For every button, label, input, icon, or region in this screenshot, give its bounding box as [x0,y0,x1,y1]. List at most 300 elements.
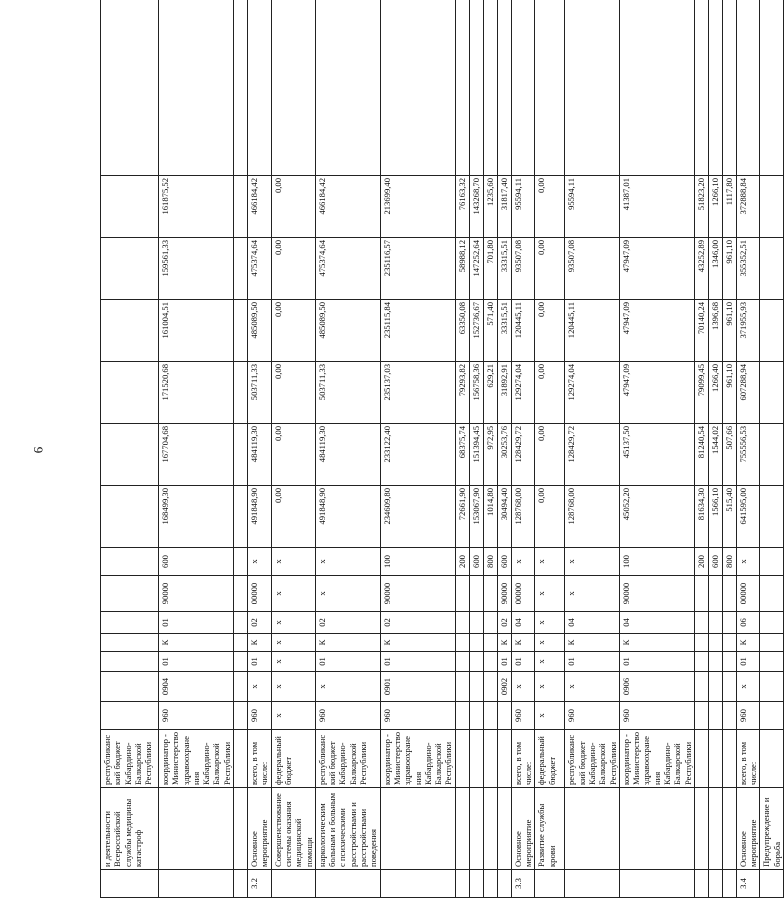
cs3-cell: 90000 [159,576,234,612]
amount-cell: 129274,04 [565,362,619,424]
grbs-cell: 960 [159,702,234,730]
vr-cell: 100 [619,548,694,576]
cs3-cell: x [565,576,619,612]
program-cell: 01 [315,652,380,672]
amount-cell: 484119,30 [315,424,380,486]
cs2-cell: 01 [159,612,234,634]
num-cell: 3.2 [248,870,272,898]
table-row [511,0,535,898]
cs2-cell: 04 [511,612,535,634]
vr-cell: 200 [455,548,469,576]
amount-cell: 466184,42 [315,176,380,238]
rz-pr-cell [455,672,469,702]
vr-cell: x [271,548,315,576]
table-row [101,0,159,898]
cs1-cell [234,634,248,652]
table-row [455,0,469,898]
event-cell [565,788,619,870]
event-cell [469,788,483,870]
vr-cell: x [315,548,380,576]
cs1-cell [760,634,784,652]
amount-cell: 0,00 [535,362,565,424]
amount-cell: 961,10 [722,300,736,362]
cs2-cell: x [271,612,315,634]
cs1-cell: К [736,634,760,652]
program-cell [483,652,497,672]
source-cell [469,730,483,788]
vr-cell [234,548,248,576]
source-cell: республиканский бюджет Кабардино-Балкарской Республики [565,730,619,788]
rz-pr-cell [469,672,483,702]
amount-cell: 0,00 [271,424,315,486]
cs3-cell: 00000 [736,576,760,612]
amount-cell [234,238,248,300]
amount-cell: 0,00 [271,300,315,362]
event-cell [694,788,708,870]
table-row [469,0,483,898]
source-cell: всего, в том числе: [248,730,272,788]
num-cell: 3.3 [511,870,535,898]
amount-cell: 372888,84 [736,176,760,238]
amount-cell: 961,10 [722,362,736,424]
num-cell [234,870,248,898]
grbs-cell: 960 [248,702,272,730]
rz-pr-cell: x [511,672,535,702]
table-row [760,0,784,898]
grbs-cell: 960 [315,702,380,730]
amount-cell: 120445,11 [565,300,619,362]
cs1-cell [469,634,483,652]
grbs-cell [234,702,248,730]
amount-cell: 168499,30 [159,486,234,548]
vr-cell [760,548,784,576]
cs1-cell: К [565,634,619,652]
grbs-cell [708,702,722,730]
cs1-cell: К [159,634,234,652]
vr-cell: 800 [722,548,736,576]
cs2-cell: 04 [619,612,694,634]
amount-cell: 58988,12 [455,238,469,300]
grbs-cell [694,702,708,730]
amount-cell: 128429,72 [511,424,535,486]
amount-cell [101,424,159,486]
amount-cell: 1266,10 [708,176,722,238]
vr-cell: x [565,548,619,576]
amount-cell: 93507,08 [565,238,619,300]
cs3-cell [483,576,497,612]
table-row [694,0,708,898]
program-cell [760,652,784,672]
cs2-cell [722,612,736,634]
amount-cell [469,0,483,176]
amount-cell: 371955,93 [736,300,760,362]
amount-cell: 68375,74 [455,424,469,486]
grbs-cell [760,702,784,730]
rz-pr-cell [234,672,248,702]
vr-cell: x [248,548,272,576]
amount-cell: 63350,08 [455,300,469,362]
amount-cell: 475374,64 [248,238,272,300]
program-cell [101,652,159,672]
num-cell [722,870,736,898]
amount-cell: 235116,57 [380,238,455,300]
rz-pr-cell: x [248,672,272,702]
amount-cell: 629,21 [483,362,497,424]
cs1-cell: К [380,634,455,652]
event-cell [708,788,722,870]
amount-cell [760,238,784,300]
cs1-cell [722,634,736,652]
amount-cell [760,424,784,486]
grbs-cell: 960 [565,702,619,730]
amount-cell: 233122,40 [380,424,455,486]
amount-cell: 45052,20 [619,486,694,548]
cs3-cell [101,576,159,612]
amount-cell [101,0,159,176]
amount-cell: 81634,30 [694,486,708,548]
cs1-cell: x [271,634,315,652]
cs2-cell [101,612,159,634]
num-cell [694,870,708,898]
table-row [380,0,455,898]
source-cell [760,730,784,788]
amount-cell: 33315,51 [497,238,511,300]
amount-cell: 47947,09 [619,362,694,424]
rz-pr-cell: 0906 [619,672,694,702]
num-cell [271,870,315,898]
vr-cell: x [535,548,565,576]
amount-cell: 156758,36 [469,362,483,424]
cs3-cell [722,576,736,612]
cs2-cell [760,612,784,634]
amount-cell: 0,00 [271,362,315,424]
program-cell [708,652,722,672]
source-cell [694,730,708,788]
cs2-cell: 02 [248,612,272,634]
table-row [497,0,511,898]
num-cell [708,870,722,898]
amount-cell: 235137,03 [380,362,455,424]
amount-cell: 95594,11 [565,176,619,238]
event-cell [455,788,469,870]
table-row [483,0,497,898]
amount-cell: 159561,33 [159,238,234,300]
cs3-cell: 90000 [497,576,511,612]
cs2-cell: 02 [380,612,455,634]
program-cell: 01 [159,652,234,672]
amount-cell: 0,00 [535,424,565,486]
num-cell: 3.4 [736,870,760,898]
amount-cell: 213699,40 [380,176,455,238]
amount-cell: 485089,50 [315,300,380,362]
amount-cell: 491848,90 [315,486,380,548]
table-row [722,0,736,898]
amount-cell [722,0,736,176]
amount-cell [760,486,784,548]
amount-cell: 153067,90 [469,486,483,548]
grbs-cell: 960 [380,702,455,730]
num-cell [469,870,483,898]
amount-cell: 0,00 [535,176,565,238]
table-row [708,0,722,898]
amount-cell: 79099,45 [694,362,708,424]
amount-cell: 143268,70 [469,176,483,238]
amount-cell: 120445,11 [511,300,535,362]
amount-cell [101,362,159,424]
amount-cell: 0,00 [271,238,315,300]
amount-cell: 755556,53 [736,424,760,486]
amount-cell [234,300,248,362]
cs2-cell: 02 [497,612,511,634]
cs2-cell [234,612,248,634]
vr-cell: 600 [469,548,483,576]
table-row [535,0,565,898]
grbs-cell: 960 [511,702,535,730]
vr-cell: x [511,548,535,576]
cs1-cell [708,634,722,652]
amount-cell [535,0,565,176]
num-cell [535,870,565,898]
num-cell [455,870,469,898]
amount-cell: 234609,80 [380,486,455,548]
source-cell: федеральный бюджет [535,730,565,788]
amount-cell: 95594,11 [511,176,535,238]
amount-cell: 0,00 [271,486,315,548]
event-cell: наркологическим больным и больным с психическими расстройствами и расстройствами поведения [315,788,380,870]
program-cell [469,652,483,672]
amount-cell: 0,00 [271,176,315,238]
cs1-cell: x [535,634,565,652]
amount-cell: 515,40 [722,486,736,548]
cs2-cell: x [535,612,565,634]
grbs-cell [497,702,511,730]
vr-cell: 600 [497,548,511,576]
amount-cell: 161004,51 [159,300,234,362]
rz-pr-cell [483,672,497,702]
event-cell [159,788,234,870]
table-row [565,0,619,898]
source-cell [497,730,511,788]
amount-cell: 235115,84 [380,300,455,362]
amount-cell: 128768,00 [511,486,535,548]
amount-cell [101,238,159,300]
num-cell [619,870,694,898]
rz-pr-cell: x [315,672,380,702]
program-cell [694,652,708,672]
rz-pr-cell: x [565,672,619,702]
vr-cell: x [736,548,760,576]
amount-cell: 1235,60 [483,176,497,238]
amount-cell: 571,40 [483,300,497,362]
program-cell: 01 [619,652,694,672]
event-cell [234,788,248,870]
amount-cell [736,0,760,176]
cs3-cell: x [271,576,315,612]
amount-cell: 1266,40 [708,362,722,424]
cs2-cell [455,612,469,634]
amount-cell: 33315,51 [497,300,511,362]
rz-pr-cell: 0902 [497,672,511,702]
cs2-cell [708,612,722,634]
amount-cell: 1346,00 [708,238,722,300]
source-cell: федеральный бюджет [271,730,315,788]
amount-cell: 43252,89 [694,238,708,300]
cs2-cell: 04 [565,612,619,634]
event-cell [497,788,511,870]
grbs-cell: 960 [619,702,694,730]
amount-cell: 128768,00 [565,486,619,548]
amount-cell: 45137,50 [619,424,694,486]
amount-cell [315,0,380,176]
amount-cell: 507,66 [722,424,736,486]
amount-cell [271,0,315,176]
event-cell: Основное мероприятие [511,788,535,870]
cs1-cell [694,634,708,652]
source-cell [722,730,736,788]
table-row [736,0,760,898]
amount-cell: 41387,01 [619,176,694,238]
program-cell: x [271,652,315,672]
amount-cell [760,362,784,424]
cs3-cell [694,576,708,612]
event-cell: и деятельности Всероссийской службы медицины катастроф [101,788,159,870]
table-row [271,0,315,898]
cs3-cell: 00000 [248,576,272,612]
event-cell [619,788,694,870]
amount-cell: 0,00 [535,486,565,548]
event-cell [483,788,497,870]
rz-pr-cell [694,672,708,702]
amount-cell: 151394,45 [469,424,483,486]
cs3-cell: 90000 [380,576,455,612]
amount-cell: 171520,68 [159,362,234,424]
amount-cell [708,0,722,176]
amount-cell [101,486,159,548]
amount-cell: 961,10 [722,238,736,300]
amount-cell [760,176,784,238]
source-cell [234,730,248,788]
amount-cell [248,0,272,176]
program-cell: 01 [736,652,760,672]
num-cell [565,870,619,898]
amount-cell: 0,00 [535,300,565,362]
program-cell: x [535,652,565,672]
amount-cell [234,0,248,176]
amount-cell: 31817,40 [497,176,511,238]
amount-cell: 152736,67 [469,300,483,362]
amount-cell [101,300,159,362]
cs3-cell: 00000 [511,576,535,612]
rz-pr-cell: x [736,672,760,702]
amount-cell [483,0,497,176]
source-cell: координатор - Министерство здравоохранения Кабардино-Балкарской Республики [380,730,455,788]
vr-cell [101,548,159,576]
rz-pr-cell: x [535,672,565,702]
cs1-cell [455,634,469,652]
amount-cell [234,486,248,548]
amount-cell: 1544,02 [708,424,722,486]
event-cell [380,788,455,870]
grbs-cell: 960 [736,702,760,730]
source-cell: республиканский бюджет Кабардино-Балкарской Республики [315,730,380,788]
cs1-cell [483,634,497,652]
amount-cell [234,424,248,486]
source-cell: всего, в том числе: [511,730,535,788]
table-row [248,0,272,898]
num-cell [497,870,511,898]
event-cell: Развитие службы крови [535,788,565,870]
amount-cell [694,0,708,176]
program-cell: 01 [511,652,535,672]
amount-cell: 484119,30 [248,424,272,486]
amount-cell: 79293,82 [455,362,469,424]
amount-cell: 701,80 [483,238,497,300]
program-cell: 01 [248,652,272,672]
cs1-cell [101,634,159,652]
grbs-cell [455,702,469,730]
amount-cell [234,176,248,238]
event-cell: Основное мероприятие [248,788,272,870]
num-cell [101,870,159,898]
amount-cell: 93507,08 [511,238,535,300]
grbs-cell: x [535,702,565,730]
num-cell [380,870,455,898]
grbs-cell [469,702,483,730]
cs1-cell: К [511,634,535,652]
cs3-cell: x [315,576,380,612]
table-row [619,0,694,898]
table-row [315,0,380,898]
cs2-cell [483,612,497,634]
amount-cell: 607288,94 [736,362,760,424]
rz-pr-cell [101,672,159,702]
amount-cell [511,0,535,176]
cs2-cell [469,612,483,634]
amount-cell [234,362,248,424]
cs2-cell: 06 [736,612,760,634]
amount-cell: 81240,54 [694,424,708,486]
amount-cell: 491848,90 [248,486,272,548]
amount-cell: 30494,40 [497,486,511,548]
amount-cell: 70140,24 [694,300,708,362]
num-cell [159,870,234,898]
amount-cell: 503711,33 [315,362,380,424]
num-cell [483,870,497,898]
vr-cell: 800 [483,548,497,576]
amount-cell [619,0,694,176]
cs3-cell: x [535,576,565,612]
table-row [234,0,248,898]
source-cell: республиканский бюджет Кабардино-Балкарской Республики [101,730,159,788]
cs1-cell: К [248,634,272,652]
grbs-cell: x [271,702,315,730]
rz-pr-cell [708,672,722,702]
amount-cell: 355352,51 [736,238,760,300]
amount-cell: 503711,33 [248,362,272,424]
amount-cell: 1117,80 [722,176,736,238]
amount-cell: 129274,04 [511,362,535,424]
source-cell [455,730,469,788]
cs1-cell: К [315,634,380,652]
rz-pr-cell: x [271,672,315,702]
vr-cell: 600 [159,548,234,576]
amount-cell: 1566,10 [708,486,722,548]
amount-cell: 76163,32 [455,176,469,238]
amount-cell: 972,95 [483,424,497,486]
amount-cell [159,0,234,176]
amount-cell: 47947,09 [619,300,694,362]
event-cell [722,788,736,870]
